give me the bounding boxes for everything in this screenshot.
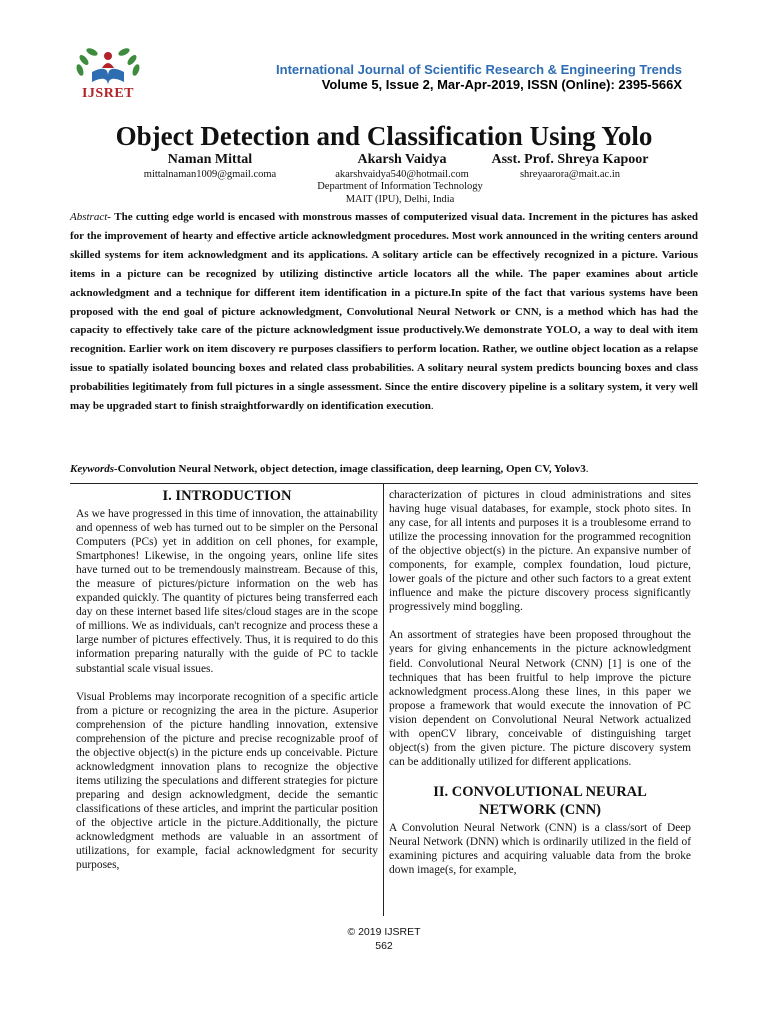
author-email: shreyaarora@mait.ac.in xyxy=(519,169,621,180)
author-email: mittalnaman1009@gmail.coma xyxy=(143,169,277,180)
author-name: Naman Mittal xyxy=(167,152,253,167)
author-name: Asst. Prof. Shreya Kapoor xyxy=(491,152,649,167)
paragraph: As we have progressed in this time of innovation, the attainability and openness of web has turned out to be simpler on the Personal Computers (PCs) yet in addition on cell phones, for example, Smartphones! Likewise, in the ongoing years, online life sites have turned out to be tremendously mainstream. Because of this, the measure of pictures/picture information on the web has expanded quickly. The quantity of pictures being transferred each day on these internet based life sites/cloud stages are in the scope of millions. We as individuals, can't recognize and process these a large number of pictures effectively. Thus, it is required to do this information preparing naturally with the guide of PC to tackle substantial scale visual issues. xyxy=(76,508,378,675)
journal-volume: Volume 5, Issue 2, Mar-Apr-2019, ISSN (Online): 2395-566X xyxy=(321,77,682,92)
author-name: Akarsh Vaidya xyxy=(357,152,447,167)
author-2 xyxy=(318,152,486,181)
paragraph: A Convolution Neural Network (CNN) is a class/sort of Deep Neural Network (DNN) which is ordinarily utilized in the field of examining pictures and acquiring valuable data from the broke down image(s, for example, xyxy=(389,821,691,877)
right-column xyxy=(389,488,691,877)
section-divider xyxy=(70,483,698,484)
author-3 xyxy=(480,152,660,181)
copyright: © 2019 IJSRET xyxy=(347,926,421,938)
section-heading-introduction: I. INTRODUCTION xyxy=(162,488,292,504)
logo-text: IJSRET xyxy=(81,86,135,101)
keywords-text: Convolution Neural Network, object detection, image classification, deep learning, Open CV, Yolov3 xyxy=(117,463,586,475)
column-divider xyxy=(383,484,384,916)
page-footer xyxy=(0,925,768,953)
journal-header xyxy=(276,62,682,92)
abstract-text: The cutting edge world is encased with monstrous masses of computerized visual data. Increment in the pictures has asked for the improvement of hearty and effective article acknowledgment procedures. Most work announced in the writing centers around skilled systems for item acknowledgment and its applications. A solitary article can be effectively recognized in a picture. Various items in a picture can be recognized by utilizing distinctive article locators all the while. The paper examines about article acknowledgment and a technique for different item identification in a picture.In spite of the fact that various systems have been proposed with the end goal of picture acknowledgment, Convolutional Neural Network or CNN, is a method which has had the capacity to effectively take care of the picture acknowledgment issue productively.We demonstrate YOLO, a way to deal with item recognition. Earlier work on item discovery re purposes classifiers to perform location. Rather, we outline object location as a relapse issue to spatially isolated bouncing boxes and related class probabilities. A solitary neural system predicts bouncing boxes and class probabilities legitimately from full pictures in a single assessment. Since the entire discovery pipeline is a solitary system, it very well may be upgraded start to finish straightforwardly on identification execution xyxy=(70,211,698,413)
affiliation xyxy=(290,180,510,206)
paragraph: characterization of pictures in cloud administrations and sites having huge visual databases, for example, stock photo sites. In any case, for all intents and purposes it is a troublesome errand to utilize the processing innovation for the programmed recognition of the objective object(s) in the picture. An expansive number of components, for example, complex foundation, loud picture, lower goals of the picture and other such factors to a great extent influence and make the picture discovery process significantly progressively mind boggling. xyxy=(389,489,691,614)
keywords: Keywords-Convolution Neural Network, object detection, image classification, deep learning, Open CV, Yolov3. xyxy=(70,463,589,475)
institution: MAIT (IPU), Delhi, India xyxy=(345,194,455,205)
journal-name: International Journal of Scientific Research & Engineering Trends xyxy=(276,62,682,77)
author-email: akarshvaidya540@hotmail.com xyxy=(335,169,469,180)
page-number: 562 xyxy=(375,940,393,952)
paragraph: An assortment of strategies have been proposed throughout the years for giving enhancements in the picture acknowledgment field. Convolutional Neural Network (CNN) [1] is one of the techniques that has been fruitful to help improve the picture acknowledgment process.Along these lines, in this paper we propose a framework that would execute the innovation of PC vision dependent on Convolutional Neural Network actualized with openCV library, conceivable of distinguishing target object(s) from the given picture. The picture discovery system can be additionally utilized for different applications. xyxy=(389,629,691,768)
paper-title: Object Detection and Classification Using Yolo xyxy=(115,121,653,151)
section-heading-cnn: II. CONVOLUTIONAL NEURAL NETWORK (CNN) xyxy=(433,783,647,818)
keywords-label: Keywords- xyxy=(70,463,118,475)
paragraph: Visual Problems may incorporate recognition of a specific article from a picture or recognizing the area in the picture. Asuperior comprehension of the picture handling innovation, extensive comprehension of the picture and precise recognizable proof of the objective object(s) in the picture ends up conceivable. Picture acknowledgment innovation plans to recognize the objective items utilizing the speculations and different strategies for picture preparing and design acknowledgment, decide the semantic classifications of these articles, and imprint the particular position of the objective article in the picture.Additionally, the picture acknowledgment methods are valuable in an assortment of utilizations, for example, facial acknowledgment for security purposes, xyxy=(76,690,378,872)
department: Department of Information Technology xyxy=(317,181,483,192)
left-column xyxy=(76,488,378,872)
abstract-end: . xyxy=(430,400,434,413)
author-1 xyxy=(126,152,294,181)
journal-logo xyxy=(72,42,144,104)
abstract xyxy=(70,208,698,416)
abstract-label: Abstract- xyxy=(70,211,115,223)
